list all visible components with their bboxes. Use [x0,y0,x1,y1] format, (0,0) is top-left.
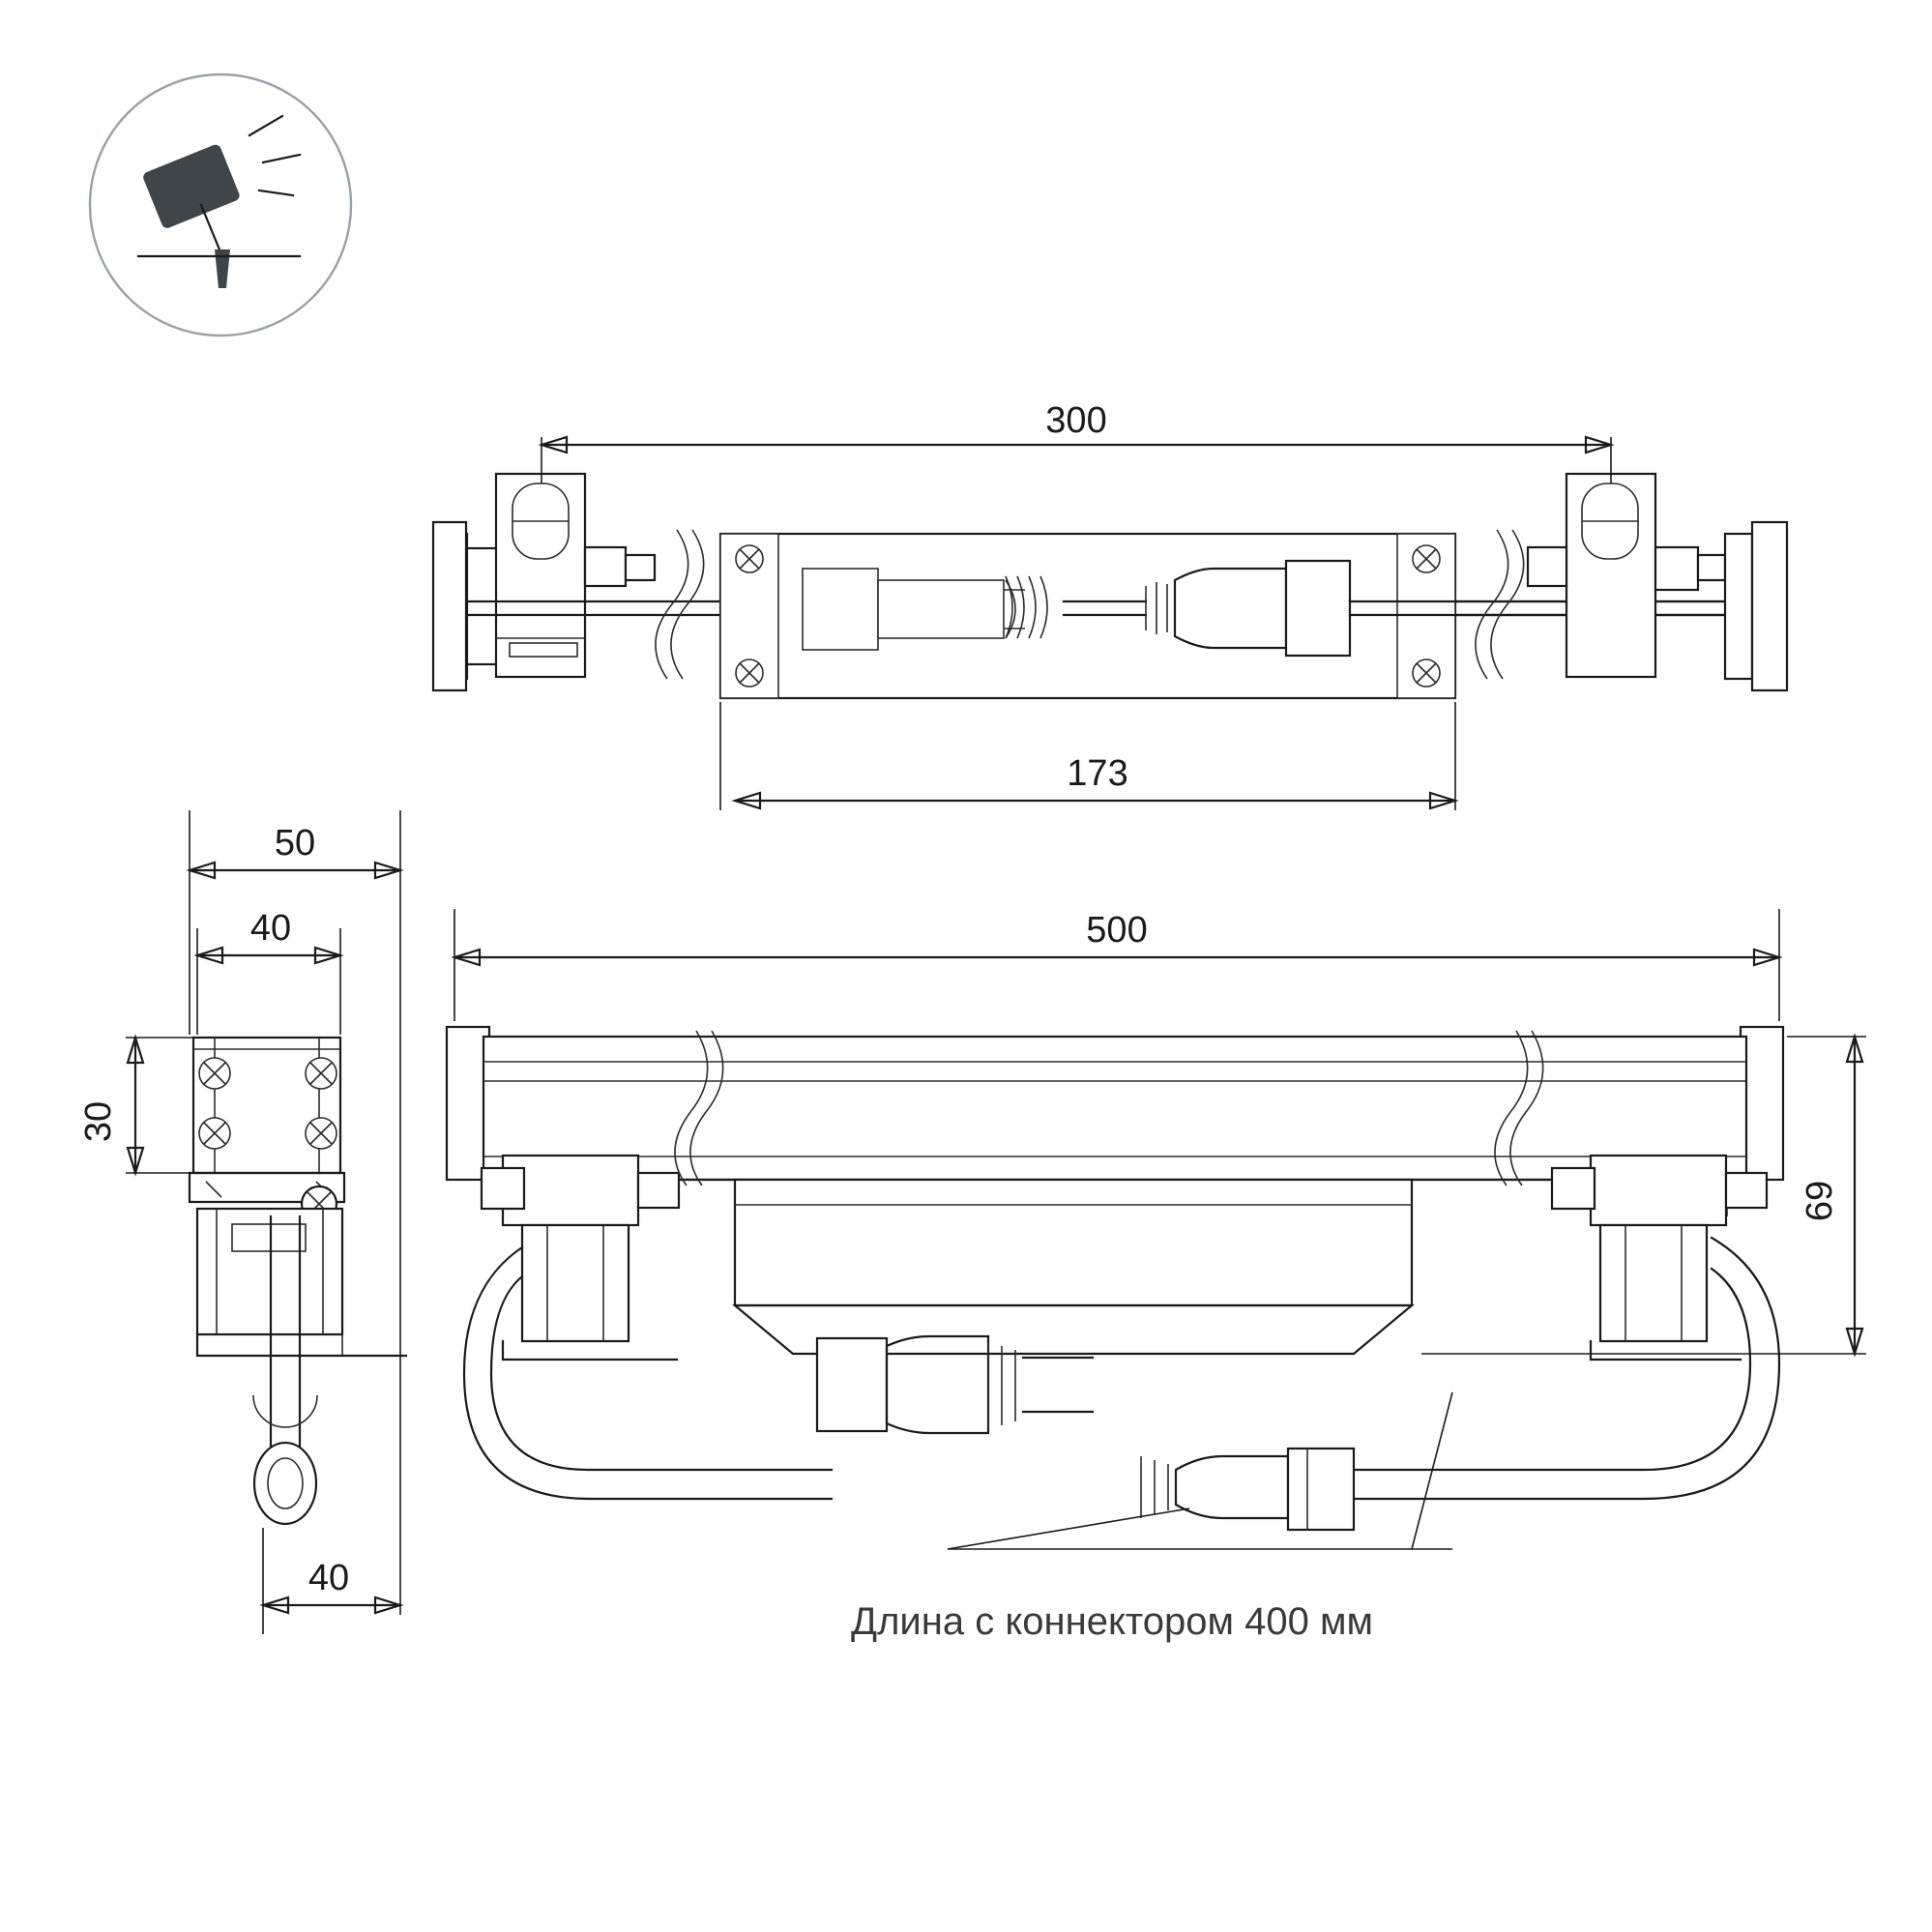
screw-top-left [736,545,763,572]
screw-side-tr [306,1058,337,1089]
dimension-500 [454,909,1779,1021]
dimension-173-label: 173 [1067,753,1128,794]
connector-a [817,1336,1093,1433]
connector-b [1141,1449,1354,1530]
screw-side-tl [199,1058,230,1089]
dimension-40-top [197,908,340,1035]
dimension-40-bottom-label: 40 [307,1558,350,1598]
ground-spike-floodlight-icon [90,74,351,336]
dimension-500-label: 500 [1086,910,1148,951]
dimension-300 [542,400,1611,483]
cable-length-note: Длина с коннектором 400 мм [851,1600,1373,1643]
dimension-50-label: 50 [274,823,316,864]
dimension-40-top-label: 40 [249,908,292,949]
dimension-30 [78,1038,193,1173]
top-view [433,400,1787,810]
dimension-173 [720,702,1455,810]
dimension-30-label: 30 [78,1100,119,1143]
side-view [78,810,406,1634]
front-view [447,909,1866,1549]
screw-bottom-right [1413,659,1440,687]
dimension-69-label: 69 [1800,1180,1840,1222]
screw-side-bl [199,1118,230,1149]
screw-top-right [1413,545,1440,572]
screw-bottom-left [736,659,763,687]
dimension-300-label: 300 [1045,400,1107,441]
cable-right [1354,1238,1779,1499]
screw-side-br [306,1118,337,1149]
dimension-40-bottom [263,1528,400,1634]
